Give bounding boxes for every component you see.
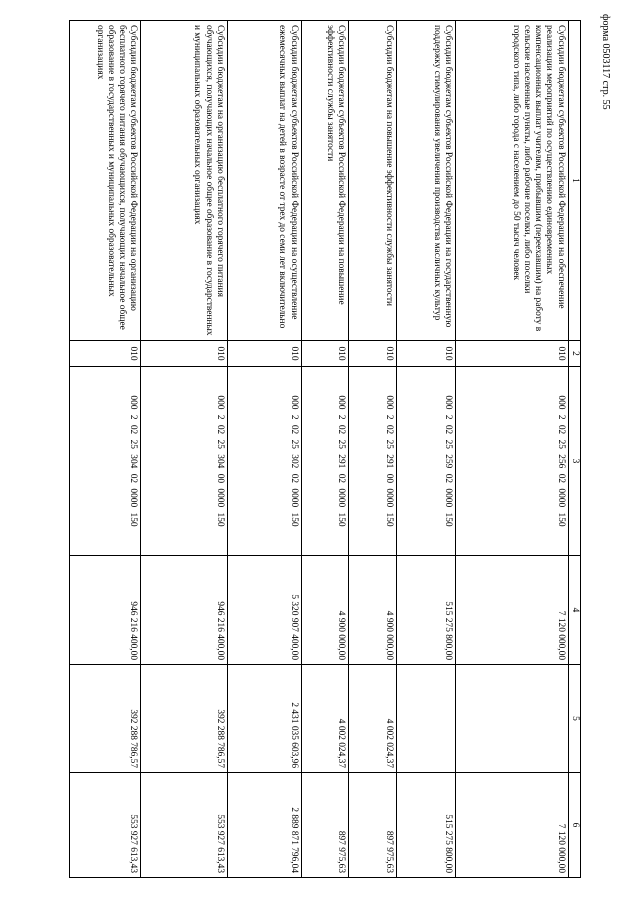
row-approved: 4 900 000,00 [301, 556, 349, 665]
row-name: Субсидии бюджетам субъектов Российской Федерации на повышение эффективности службы занятости [301, 21, 349, 341]
row-approved: 946 216 400,00 [70, 556, 141, 665]
row-name: Субсидии бюджетам на организацию бесплатного горячего питания обучающихся, получающих начальное общее образование в государственных и муниципальных образовательных организациях [141, 21, 228, 341]
row-approved: 7 120 000,00 [456, 556, 569, 665]
budget-table-wrapper [69, 20, 581, 877]
table-row [396, 21, 456, 878]
row-executed [396, 665, 456, 773]
row-name: Субсидии бюджетам субъектов Российской Федерации на государственную поддержку стимулирования увеличения производства масличных культур [396, 21, 456, 341]
row-income-code: 000 2 02 25 259 02 0000 150 [396, 367, 456, 556]
row-unexecuted: 553 927 613,43 [70, 773, 141, 878]
row-income-code: 000 2 02 25 291 02 0000 150 [301, 367, 349, 556]
row-name: Субсидии бюджетам субъектов Российской Федерации на организацию бесплатного горячего питания обучающихся, получающих начальное общее образование в государственных и муниципальных образовательных организациях [70, 21, 141, 341]
table-row [227, 21, 301, 878]
row-executed: 4 002 024,37 [349, 665, 397, 773]
column-header: 3 [568, 367, 580, 556]
row-line-code: 010 [70, 341, 141, 367]
column-number-row [568, 21, 580, 878]
table-row [70, 21, 141, 878]
row-unexecuted: 7 120 000,00 [456, 773, 569, 878]
row-approved: 4 900 000,00 [349, 556, 397, 665]
table-row [456, 21, 569, 878]
row-executed [456, 665, 569, 773]
row-executed: 4 002 024,37 [301, 665, 349, 773]
row-income-code: 000 2 02 25 304 00 0000 150 [141, 367, 228, 556]
row-name: Субсидии бюджетам субъектов Российской Федерации на обеспечение реализации мероприятий по осуществлению единовременных компенсационных выплат учителям, прибывшим (переехавшим) на работу в сельские населенные пункты, либо рабочие поселки, либо поселки городского типа, либо города с населением до 50 тысяч человек [456, 21, 569, 341]
row-line-code: 010 [349, 341, 397, 367]
column-header: 1 [568, 21, 580, 341]
row-unexecuted: 2 889 871 796,04 [227, 773, 301, 878]
row-income-code: 000 2 02 25 302 02 0000 150 [227, 367, 301, 556]
row-executed: 392 288 786,57 [141, 665, 228, 773]
row-executed: 2 431 035 603,96 [227, 665, 301, 773]
row-executed: 392 288 786,57 [70, 665, 141, 773]
column-header: 2 [568, 341, 580, 367]
row-line-code: 010 [456, 341, 569, 367]
row-unexecuted: 897 975,63 [301, 773, 349, 878]
row-approved: 946 216 400,00 [141, 556, 228, 665]
row-approved: 515 275 800,00 [396, 556, 456, 665]
row-line-code: 010 [301, 341, 349, 367]
row-name: Субсидии бюджетам субъектов Российской Федерации на осуществление ежемесячных выплат на детей в возрасте от трех до семи лет включительно [227, 21, 301, 341]
column-header: 6 [568, 773, 580, 878]
row-income-code: 000 2 02 25 304 02 0000 150 [70, 367, 141, 556]
row-line-code: 010 [141, 341, 228, 367]
row-line-code: 010 [227, 341, 301, 367]
table-row [141, 21, 228, 878]
row-income-code: 000 2 02 25 291 00 0000 150 [349, 367, 397, 556]
table-row [301, 21, 349, 878]
row-unexecuted: 897 975,63 [349, 773, 397, 878]
row-approved: 5 320 907 400,00 [227, 556, 301, 665]
row-unexecuted: 515 275 800,00 [396, 773, 456, 878]
column-header: 5 [568, 665, 580, 773]
row-name: Субсидии бюджетам на повышение эффективности службы занятости [349, 21, 397, 341]
table-row [349, 21, 397, 878]
row-unexecuted: 553 927 613,43 [141, 773, 228, 878]
row-income-code: 000 2 02 25 256 02 0000 150 [456, 367, 569, 556]
budget-table [69, 20, 581, 878]
form-header: форма 0503117 стр. 55 [600, 14, 611, 110]
row-line-code: 010 [396, 341, 456, 367]
column-header: 4 [568, 556, 580, 665]
